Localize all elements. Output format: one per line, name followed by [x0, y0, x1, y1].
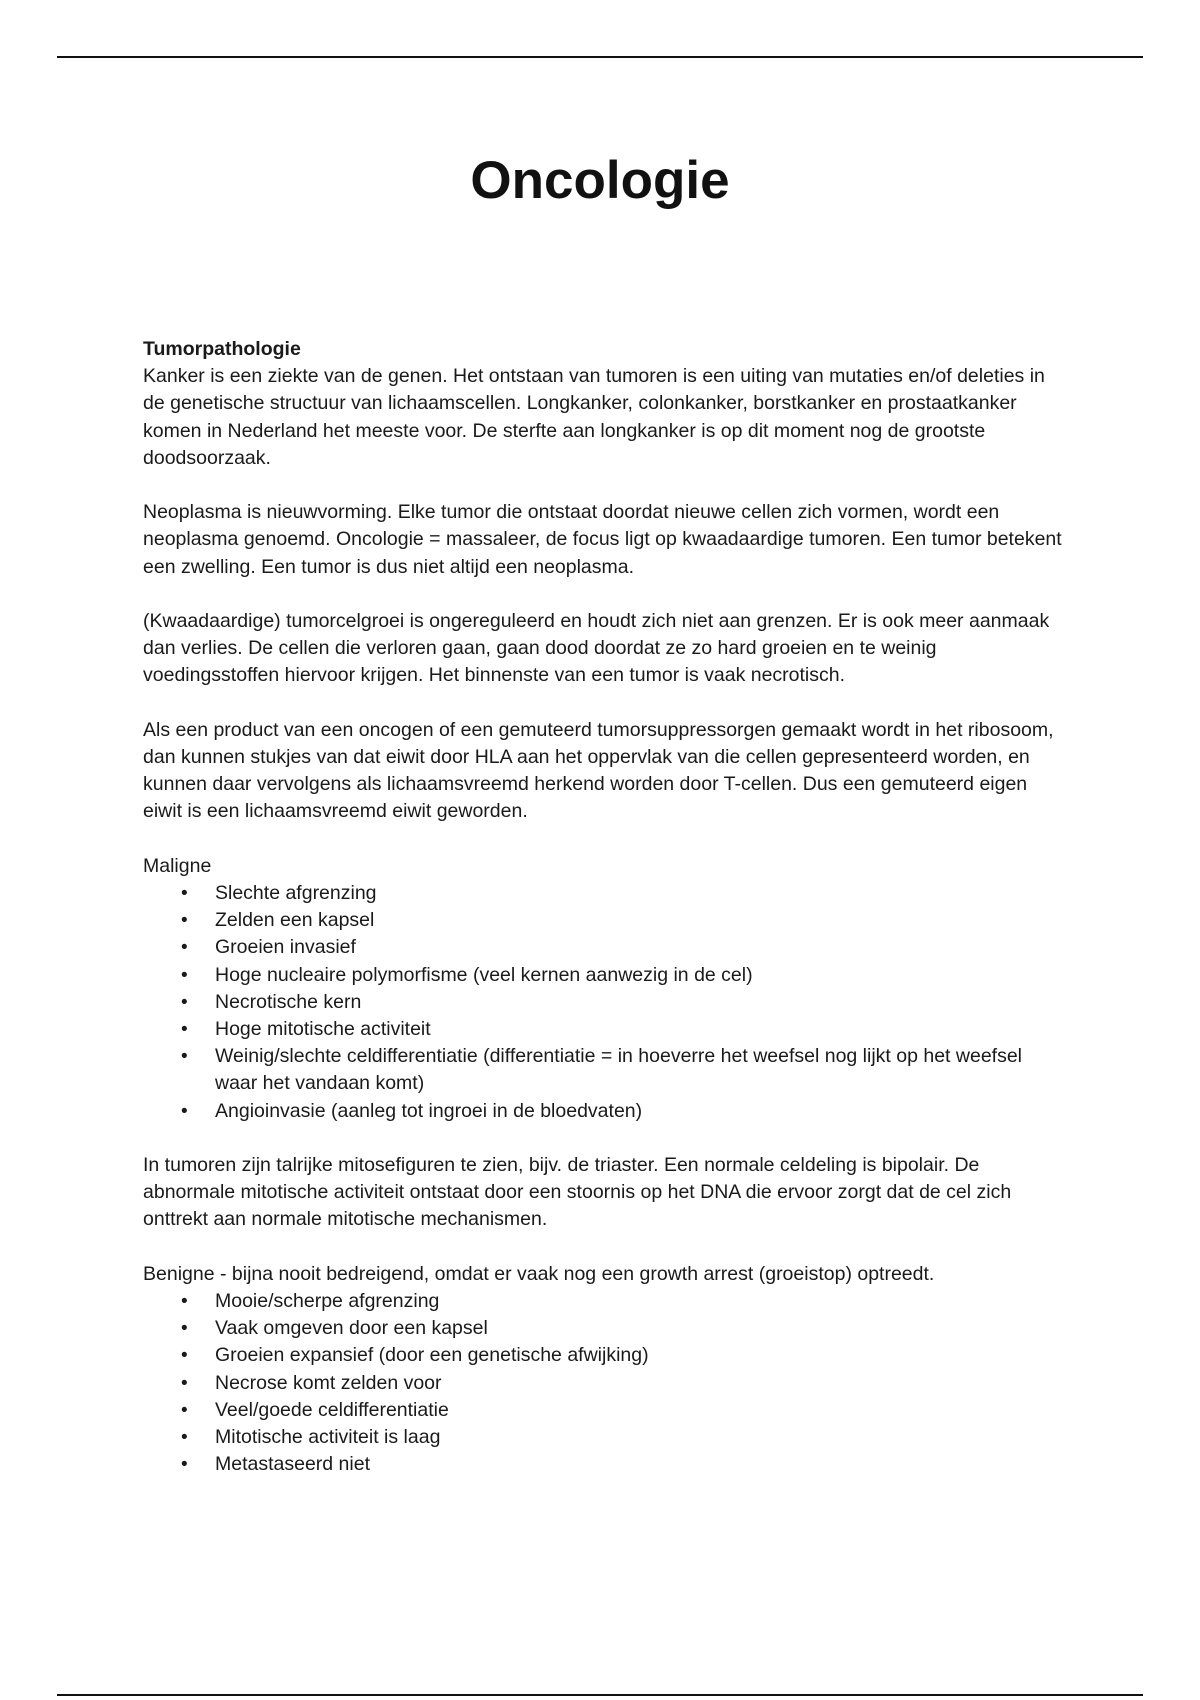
list-item: • Veel/goede celdifferentiatie	[143, 1397, 1063, 1424]
maligne-list	[143, 880, 1063, 1125]
bullet-icon: •	[181, 1100, 188, 1122]
bullet-icon: •	[181, 964, 188, 986]
bullet-icon: •	[181, 1291, 188, 1313]
bullet-icon: •	[181, 1345, 188, 1367]
list-item: • Groeien invasief	[143, 934, 1063, 961]
bullet-icon: •	[181, 991, 188, 1013]
bullet-icon: •	[181, 883, 188, 904]
list-item: • Slechte afgrenzing	[143, 880, 1063, 907]
footer-rule	[57, 1694, 1143, 1696]
paragraph-kanker: Kanker is een ziekte van de genen. Het ontstaan van tumoren is een uiting van mutaties en/of deleties in de genetische structuur van lichaamscellen. Longkanker, colonkanker, borstkanker en prostaatkanker komen in Nederland het meeste voor. De sterfte aan longkanker is op dit moment nog de grootste doodsoorzaak.	[143, 365, 1045, 469]
list-item: • Weinig/slechte celdifferentiatie (differentiatie = in hoeverre het weefsel nog lijkt op het weefsel waar het vandaan komt)	[181, 1045, 1023, 1095]
benigne-list	[143, 1288, 1063, 1478]
document-body	[143, 336, 1063, 1506]
list-item: • Necrotische kern	[143, 989, 1063, 1016]
benigne-label: Benigne - bijna nooit bedreigend, omdat er vaak nog een growth arrest (groeistop) optreedt.	[143, 1262, 935, 1285]
paragraph-hla: Als een product van een oncogen of een gemuteerd tumorsuppressorgen gemaakt wordt in het ribosoom, dan kunnen stukjes van dat eiwit door HLA aan het oppervlak van die cellen gepresenteerd worden, en kunnen daar vervolgens als lichaamsvreemd herkend worden door T-cellen. Dus een gemuteerd eigen eiwit is een lichaamsvreemd eiwit geworden.	[143, 718, 1054, 823]
list-item: • Metastaseerd niet	[143, 1451, 1063, 1478]
bullet-icon: •	[181, 1454, 188, 1476]
bullet-icon: •	[181, 1019, 188, 1041]
section-heading: Tumorpathologie	[143, 338, 301, 360]
list-item: • Vaak omgeven door een kapsel	[143, 1315, 1063, 1342]
paragraph-mitose: In tumoren zijn talrijke mitosefiguren te zien, bijv. de triaster. Een normale celdeling is bipolair. De abnormale mitotische activiteit ontstaat door een stoornis op het DNA die ervoor zorgt dat de cel zich onttrekt aan normale mitotische mechanismen.	[143, 1154, 1012, 1231]
header-rule	[57, 56, 1143, 58]
paragraph-tumorcelgroei: (Kwaadaardige) tumorcelgroei is ongereguleerd en houdt zich niet aan grenzen. Er is ook meer aanmaak dan verlies. De cellen die verloren gaan, gaan dood doordat ze zo hard groeien en te weinig voedingsstoffen hiervoor krijgen. Het binnenste van een tumor is vaak necrotisch.	[143, 610, 1050, 687]
bullet-icon: •	[181, 1046, 188, 1068]
bullet-icon: •	[181, 1318, 188, 1340]
list-item: • Groeien expansief (door een genetische afwijking)	[143, 1342, 1063, 1369]
bullet-icon: •	[181, 1427, 188, 1449]
bullet-icon: •	[181, 1399, 188, 1421]
bullet-icon: •	[181, 937, 188, 959]
list-item: • Mitotische activiteit is laag	[143, 1424, 1063, 1451]
maligne-label: Maligne	[143, 854, 212, 877]
paragraph-neoplasma: Neoplasma is nieuwvorming. Elke tumor die ontstaat doordat nieuwe cellen zich vormen, wordt een neoplasma genoemd. Oncologie = massaleer, de focus ligt op kwaadaardige tumoren. Een tumor betekent een zwelling. Een tumor is dus niet altijd een neoplasma.	[143, 501, 1062, 578]
list-item: • Angioinvasie (aanleg tot ingroei in de bloedvaten)	[143, 1098, 1063, 1125]
page-title: Oncologie	[470, 151, 730, 210]
list-item: • Necrose komt zelden voor	[143, 1370, 1063, 1397]
list-item: • Mooie/scherpe afgrenzing	[143, 1288, 1063, 1315]
list-item: • Hoge nucleaire polymorfisme (veel kernen aanwezig in de cel)	[143, 962, 1063, 989]
bullet-icon: •	[181, 910, 188, 932]
bullet-icon: •	[181, 1372, 188, 1394]
list-item: • Hoge mitotische activiteit	[143, 1016, 1063, 1043]
list-item: • Zelden een kapsel	[143, 907, 1063, 934]
